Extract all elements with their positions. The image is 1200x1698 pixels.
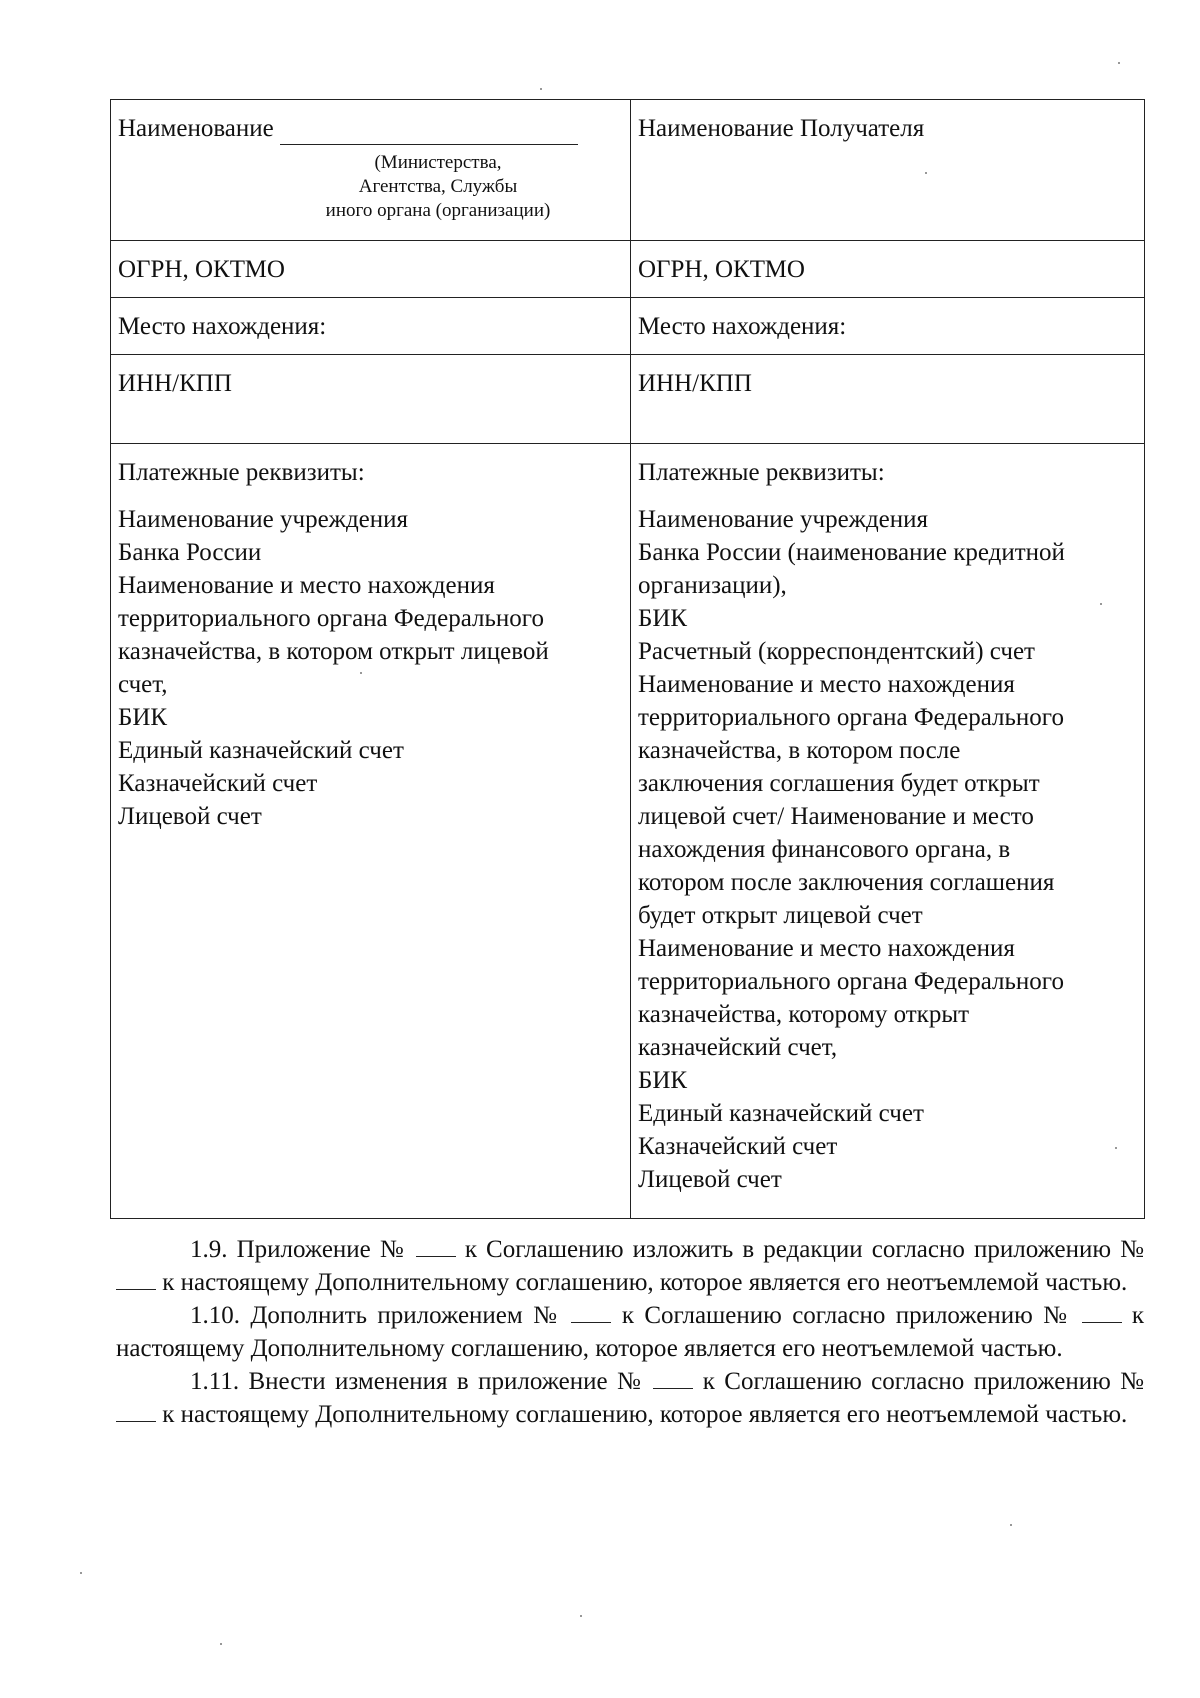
table-row (111, 241, 1145, 298)
amendment-paragraphs (116, 1233, 1144, 1431)
right-payment-heading: Платежные реквизиты: (638, 459, 885, 486)
left-location-label: Место нахождения: (118, 313, 327, 340)
paragraph-text: к настоящему Дополнительному соглашению, которое является его неотъемлемой частью. (116, 1302, 1145, 1362)
payment-line: территориального органа Федерального (638, 968, 1064, 995)
left-location-cell (111, 298, 631, 355)
scan-speck (540, 88, 542, 90)
paragraph-text: 1.10. Дополнить приложением № (190, 1302, 562, 1329)
name-blank-line (280, 120, 578, 145)
payment-line: территориального органа Федерального (118, 605, 544, 632)
paragraph-text: к Соглашению изложить в редакции согласно приложению № (464, 1236, 1145, 1263)
payment-line: будет открыт лицевой счет (638, 902, 923, 929)
paragraph-1-11 (116, 1365, 1144, 1431)
table-row (111, 444, 1145, 1219)
paragraph-1-10 (116, 1299, 1144, 1365)
paragraph-text: 1.9. Приложение № (190, 1236, 407, 1263)
right-ogrn-cell (631, 241, 1145, 298)
payment-line: Банка России (наименование кредитной (638, 539, 1065, 566)
payment-line: БИК (118, 704, 168, 731)
payment-line: заключения соглашения будет открыт (638, 770, 1040, 797)
paragraph-text: 1.11. Внести изменения в приложение № (190, 1368, 644, 1395)
number-blank (116, 1269, 156, 1290)
left-inn-label: ИНН/КПП (118, 370, 232, 397)
left-ogrn-cell (111, 241, 631, 298)
payment-line: Наименование учреждения (118, 506, 409, 533)
payment-line: лицевой счет/ Наименование и место (638, 803, 1034, 830)
number-blank (1082, 1302, 1122, 1323)
paragraph-text: к настоящему Дополнительному соглашению, которое является его неотъемлемой частью. (162, 1269, 1128, 1296)
scan-speck (80, 1572, 82, 1574)
paragraph-1-9 (116, 1233, 1144, 1299)
payment-line: БИК (638, 1067, 688, 1094)
left-name-label: Наименование (118, 115, 274, 142)
payment-line: Единый казначейский счет (118, 737, 404, 764)
payment-line: котором после заключения соглашения (638, 869, 1055, 896)
payment-line: казначейства, которому открыт (638, 1001, 970, 1028)
right-payment-list (638, 503, 1138, 1196)
number-blank (416, 1236, 456, 1257)
payment-line: БИК (638, 605, 688, 632)
scan-speck (1010, 1524, 1012, 1526)
scan-speck (220, 1643, 222, 1645)
scan-speck (580, 1615, 582, 1617)
payment-line: организации), (638, 572, 787, 599)
scan-speck (925, 172, 927, 174)
payment-line: казначейский счет, (638, 1034, 838, 1061)
payment-line: Единый казначейский счет (638, 1100, 924, 1127)
paragraph-text: к настоящему Дополнительному соглашению, которое является его неотъемлемой частью. (162, 1401, 1128, 1428)
right-ogrn-label: ОГРН, ОКТМО (638, 256, 805, 283)
name-caption-line: Агентства, Службы (358, 176, 518, 197)
right-name-label: Наименование Получателя (638, 115, 925, 142)
payment-line: Наименование учреждения (638, 506, 929, 533)
table-row (111, 298, 1145, 355)
right-payment-cell (631, 444, 1145, 1219)
payment-line: Наименование и место нахождения (118, 572, 495, 599)
payment-line: Банка России (118, 539, 262, 566)
left-name-line (118, 112, 624, 145)
payment-line: Казначейский счет (118, 770, 318, 797)
payment-line: Наименование и место нахождения (638, 935, 1015, 962)
number-blank (571, 1302, 611, 1323)
paragraph-text: к Соглашению согласно приложению № (621, 1302, 1072, 1329)
table-row (111, 355, 1145, 444)
table-row (111, 100, 1145, 241)
left-payment-heading: Платежные реквизиты: (118, 459, 365, 486)
scan-speck (360, 672, 362, 674)
left-name-cell (111, 100, 631, 241)
payment-line: казначейства, в котором открыт лицевой (118, 638, 549, 665)
right-inn-label: ИНН/КПП (638, 370, 752, 397)
payment-line: Лицевой счет (118, 803, 262, 830)
number-blank (116, 1401, 156, 1422)
payment-line: Лицевой счет (638, 1166, 782, 1193)
paragraph-text: к Соглашению согласно приложению № (702, 1368, 1145, 1395)
number-blank (653, 1368, 693, 1389)
right-inn-cell (631, 355, 1145, 444)
payment-line: счет, (118, 671, 168, 698)
payment-line: территориального органа Федерального (638, 704, 1064, 731)
payment-line: нахождения финансового органа, в (638, 836, 1011, 863)
left-payment-list (118, 503, 624, 833)
payment-line: Казначейский счет (638, 1133, 838, 1160)
payment-line: Расчетный (корреспондентский) счет (638, 638, 1035, 665)
scan-speck (1115, 1147, 1117, 1149)
payment-line: казначейства, в котором после (638, 737, 961, 764)
right-location-label: Место нахождения: (638, 313, 847, 340)
right-location-cell (631, 298, 1145, 355)
left-inn-cell (111, 355, 631, 444)
requisites-table (110, 99, 1145, 1219)
right-name-cell (631, 100, 1145, 241)
name-caption (288, 151, 588, 223)
scan-speck (1100, 603, 1102, 605)
left-payment-cell (111, 444, 631, 1219)
name-caption-line: иного органа (организации) (325, 200, 551, 221)
left-ogrn-label: ОГРН, ОКТМО (118, 256, 285, 283)
name-caption-line: (Министерства, (374, 152, 502, 173)
payment-line: Наименование и место нахождения (638, 671, 1015, 698)
scan-speck (1118, 62, 1120, 64)
